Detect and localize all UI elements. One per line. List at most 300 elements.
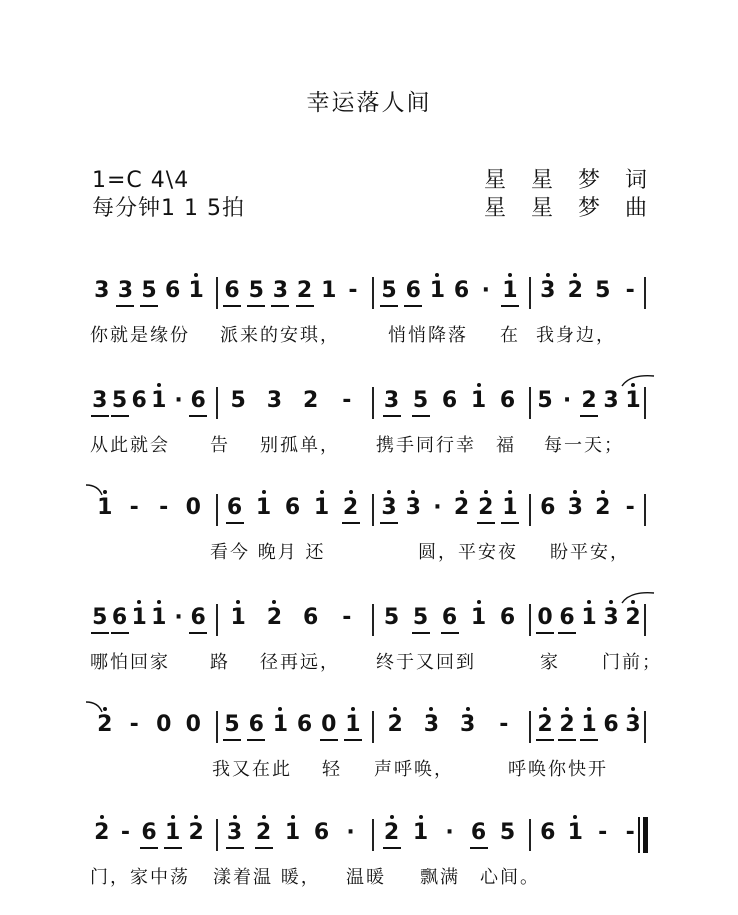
eighth-underline bbox=[344, 739, 362, 741]
note: · bbox=[174, 605, 183, 630]
measure bbox=[375, 273, 528, 313]
high-octave-dot bbox=[419, 815, 423, 819]
note: 3 bbox=[603, 605, 619, 630]
eighth-underline bbox=[477, 522, 495, 524]
barline bbox=[372, 604, 374, 636]
note: - bbox=[499, 712, 509, 737]
high-octave-dot bbox=[573, 490, 577, 494]
high-octave-dot bbox=[609, 600, 613, 604]
high-octave-dot bbox=[291, 815, 295, 819]
high-octave-dot bbox=[233, 815, 237, 819]
high-octave-dot bbox=[543, 707, 547, 711]
high-octave-dot bbox=[393, 707, 397, 711]
eighth-underline bbox=[501, 522, 519, 524]
notation-line bbox=[88, 383, 652, 429]
note: 6 bbox=[499, 605, 516, 630]
note: 3 bbox=[266, 388, 283, 413]
barline bbox=[529, 277, 531, 309]
eighth-underline bbox=[91, 415, 109, 417]
note: 1 bbox=[313, 495, 330, 520]
note: 2 bbox=[595, 495, 611, 520]
eighth-underline bbox=[536, 739, 554, 741]
note: 5 bbox=[595, 278, 611, 303]
eighth-underline bbox=[226, 522, 244, 524]
measure bbox=[532, 273, 650, 313]
eighth-underline bbox=[189, 632, 207, 634]
note: 2 bbox=[97, 712, 113, 737]
note: 1 bbox=[470, 388, 487, 413]
measure bbox=[88, 273, 214, 313]
note: 6 bbox=[296, 712, 313, 737]
barline bbox=[216, 494, 218, 526]
note: 6 bbox=[131, 388, 147, 413]
barline bbox=[372, 387, 374, 419]
tie-arc bbox=[84, 699, 104, 718]
note: - bbox=[342, 605, 352, 630]
note: 1 bbox=[151, 388, 167, 413]
measure bbox=[375, 600, 528, 640]
measure bbox=[88, 707, 214, 747]
lyric-text: 告 bbox=[210, 435, 230, 456]
note: 5 bbox=[537, 388, 553, 413]
high-octave-dot bbox=[587, 707, 591, 711]
measure bbox=[375, 383, 528, 423]
measure bbox=[218, 490, 371, 530]
note: - bbox=[129, 495, 139, 520]
eighth-underline bbox=[383, 415, 401, 417]
tie-arc bbox=[620, 590, 656, 609]
note: 2 bbox=[94, 820, 110, 845]
measure bbox=[375, 707, 528, 747]
high-octave-dot bbox=[387, 490, 391, 494]
note: 1 bbox=[164, 820, 181, 845]
note: 2 bbox=[383, 820, 400, 845]
note: 1 bbox=[188, 278, 204, 303]
note: 1 bbox=[581, 605, 597, 630]
note: 1 bbox=[230, 605, 246, 630]
tie-arc bbox=[620, 373, 656, 392]
note: 1 bbox=[625, 388, 641, 413]
lyric-text: 别孤单， bbox=[260, 435, 340, 456]
eighth-underline bbox=[140, 847, 158, 849]
high-octave-dot bbox=[171, 815, 175, 819]
eighth-underline bbox=[380, 522, 398, 524]
notation-line bbox=[88, 490, 652, 536]
note: 1 bbox=[284, 820, 301, 845]
note: 5 bbox=[381, 278, 397, 303]
high-octave-dot bbox=[546, 273, 550, 277]
measure bbox=[532, 707, 650, 747]
note: 3 bbox=[92, 388, 108, 413]
eighth-underline bbox=[470, 847, 488, 849]
eighth-underline bbox=[111, 415, 129, 417]
lyrics-line bbox=[88, 861, 652, 889]
note: - bbox=[342, 388, 352, 413]
note: · bbox=[346, 820, 355, 845]
barline bbox=[644, 277, 646, 309]
note: 6 bbox=[111, 605, 128, 630]
note: 3 bbox=[383, 388, 400, 413]
barline bbox=[644, 711, 646, 743]
note: 6 bbox=[313, 820, 330, 845]
eighth-underline bbox=[558, 739, 576, 741]
high-octave-dot bbox=[508, 490, 512, 494]
note: 0 bbox=[156, 712, 172, 737]
notation-line bbox=[88, 600, 652, 646]
high-octave-dot bbox=[194, 273, 198, 277]
barline bbox=[529, 604, 531, 636]
note: 1 bbox=[131, 605, 147, 630]
lyric-text: 声呼唤， bbox=[374, 759, 454, 780]
note: 1 bbox=[97, 495, 113, 520]
high-octave-dot bbox=[573, 273, 577, 277]
measure bbox=[88, 815, 214, 855]
eighth-underline bbox=[116, 305, 134, 307]
eighth-underline bbox=[164, 847, 182, 849]
note: 6 bbox=[226, 495, 243, 520]
lyric-text: 圆，平安夜 bbox=[418, 542, 518, 563]
eighth-underline bbox=[247, 305, 265, 307]
music-system bbox=[88, 273, 652, 373]
note: 5 bbox=[383, 605, 400, 630]
lyric-text: 呼唤你快开 bbox=[508, 759, 608, 780]
note: 5 bbox=[499, 820, 516, 845]
note: 0 bbox=[185, 712, 201, 737]
note: 2 bbox=[188, 820, 204, 845]
note: 2 bbox=[581, 388, 597, 413]
notation-line bbox=[88, 707, 652, 753]
note: · bbox=[433, 495, 442, 520]
music-system bbox=[88, 815, 652, 915]
tie-arc bbox=[84, 482, 104, 501]
note: 6 bbox=[284, 495, 301, 520]
note: 5 bbox=[412, 605, 429, 630]
eighth-underline bbox=[580, 415, 598, 417]
key-time-signature: 1=C 4\4 bbox=[92, 168, 190, 193]
lyric-text: 携手同行幸 bbox=[376, 435, 476, 456]
barline bbox=[372, 277, 374, 309]
note: 6 bbox=[470, 820, 487, 845]
lyrics-line bbox=[88, 753, 652, 781]
note: · bbox=[562, 388, 572, 413]
note: 6 bbox=[405, 278, 421, 303]
high-octave-dot bbox=[390, 815, 394, 819]
barline bbox=[372, 819, 374, 851]
lyrics-line bbox=[88, 646, 662, 674]
measure bbox=[218, 273, 371, 313]
lyric-text: 家 bbox=[540, 652, 560, 673]
note: 2 bbox=[296, 278, 313, 303]
note: 2 bbox=[478, 495, 494, 520]
barline bbox=[372, 711, 374, 743]
lyric-text: 从此就会 bbox=[90, 435, 170, 456]
measure bbox=[532, 490, 650, 530]
high-octave-dot bbox=[587, 600, 591, 604]
high-octave-dot bbox=[100, 815, 104, 819]
high-octave-dot bbox=[429, 707, 433, 711]
note: 3 bbox=[94, 278, 110, 303]
song-title: 幸运落人间 bbox=[306, 90, 432, 116]
lyric-text: 飘满 bbox=[420, 867, 460, 888]
eighth-underline bbox=[404, 305, 422, 307]
note: - bbox=[625, 278, 635, 303]
note: 1 bbox=[502, 278, 518, 303]
high-octave-dot bbox=[137, 600, 141, 604]
high-octave-dot bbox=[411, 490, 415, 494]
measure bbox=[375, 490, 528, 530]
eighth-underline bbox=[380, 305, 398, 307]
eighth-underline bbox=[255, 847, 273, 849]
lyric-text: 福 bbox=[496, 435, 516, 456]
note: 1 bbox=[151, 605, 167, 630]
barline bbox=[529, 494, 531, 526]
barline bbox=[216, 604, 218, 636]
eighth-underline bbox=[320, 739, 338, 741]
high-octave-dot bbox=[460, 490, 464, 494]
note: 3 bbox=[117, 278, 134, 303]
lyric-text: 门前； bbox=[602, 652, 662, 673]
high-octave-dot bbox=[262, 490, 266, 494]
note: 6 bbox=[164, 278, 181, 303]
note: 6 bbox=[302, 605, 319, 630]
high-octave-dot bbox=[477, 600, 481, 604]
note: · bbox=[481, 278, 490, 303]
note: 0 bbox=[537, 605, 553, 630]
high-octave-dot bbox=[320, 490, 324, 494]
high-octave-dot bbox=[508, 273, 512, 277]
barline bbox=[638, 817, 640, 853]
note: 6 bbox=[190, 605, 206, 630]
note: 3 bbox=[381, 495, 397, 520]
lyrics-line bbox=[88, 319, 652, 347]
note: 3 bbox=[423, 712, 440, 737]
note: - bbox=[348, 278, 358, 303]
lyric-text: 盼平安， bbox=[550, 542, 630, 563]
note: 1 bbox=[321, 278, 337, 303]
lyric-text: 心间。 bbox=[480, 867, 540, 888]
note: 0 bbox=[185, 495, 201, 520]
barline bbox=[216, 819, 218, 851]
high-octave-dot bbox=[157, 600, 161, 604]
note: 1 bbox=[345, 712, 361, 737]
composer-credit: 星 星 梦 曲 bbox=[484, 196, 656, 221]
note: 2 bbox=[302, 388, 319, 413]
eighth-underline bbox=[296, 305, 314, 307]
note: 5 bbox=[224, 712, 240, 737]
note: 6 bbox=[603, 712, 619, 737]
barline bbox=[372, 494, 374, 526]
lyric-text: 你就是缘份 bbox=[90, 325, 190, 346]
note: · bbox=[174, 388, 183, 413]
note: - bbox=[159, 495, 169, 520]
high-octave-dot bbox=[477, 383, 481, 387]
note: 2 bbox=[387, 712, 403, 737]
lyric-text: 派来的安琪， bbox=[220, 325, 340, 346]
high-octave-dot bbox=[262, 815, 266, 819]
note: 3 bbox=[625, 712, 641, 737]
lyric-text: 哪怕回家 bbox=[90, 652, 170, 673]
lyric-text: 终于又回到 bbox=[376, 652, 476, 673]
note: - bbox=[625, 820, 635, 845]
note: · bbox=[445, 820, 454, 845]
eighth-underline bbox=[189, 415, 207, 417]
measure bbox=[88, 600, 214, 640]
note: 1 bbox=[429, 278, 446, 303]
tempo-marking: 每分钟1 1 5拍 bbox=[92, 196, 245, 221]
note: 3 bbox=[603, 388, 619, 413]
note: 2 bbox=[255, 820, 272, 845]
note: 2 bbox=[537, 712, 553, 737]
lyric-text: 路 bbox=[210, 652, 230, 673]
measure bbox=[218, 383, 371, 423]
barline bbox=[529, 711, 531, 743]
high-octave-dot bbox=[349, 490, 353, 494]
measure bbox=[88, 490, 214, 530]
lyrics-line bbox=[88, 429, 652, 457]
note: 6 bbox=[190, 388, 206, 413]
high-octave-dot bbox=[466, 707, 470, 711]
note: 1 bbox=[255, 495, 272, 520]
barline bbox=[529, 819, 531, 851]
note: 2 bbox=[453, 495, 470, 520]
note: 6 bbox=[141, 820, 157, 845]
music-system bbox=[88, 707, 652, 807]
lyric-text: 看今 晚月 还 bbox=[210, 542, 326, 563]
lyric-text: 我身边， bbox=[536, 325, 616, 346]
note: 5 bbox=[92, 605, 108, 630]
high-octave-dot bbox=[565, 707, 569, 711]
note: 5 bbox=[141, 278, 157, 303]
eighth-underline bbox=[441, 632, 459, 634]
lyric-text: 每一天； bbox=[544, 435, 624, 456]
measure bbox=[218, 707, 371, 747]
eighth-underline bbox=[536, 632, 554, 634]
note: 2 bbox=[266, 605, 283, 630]
note: 5 bbox=[111, 388, 128, 413]
note: 6 bbox=[441, 605, 458, 630]
high-octave-dot bbox=[236, 600, 240, 604]
barline bbox=[216, 277, 218, 309]
lyric-text: 温暖 bbox=[346, 867, 386, 888]
note: 6 bbox=[248, 712, 264, 737]
barline bbox=[644, 494, 646, 526]
note: 1 bbox=[567, 820, 583, 845]
eighth-underline bbox=[223, 305, 241, 307]
eighth-underline bbox=[140, 305, 158, 307]
eighth-underline bbox=[91, 632, 109, 634]
high-octave-dot bbox=[157, 383, 161, 387]
measure bbox=[532, 815, 650, 855]
eighth-underline bbox=[223, 739, 241, 741]
note: - bbox=[625, 495, 635, 520]
note: 3 bbox=[567, 495, 583, 520]
note: 2 bbox=[567, 278, 583, 303]
eighth-underline bbox=[412, 632, 430, 634]
eighth-underline bbox=[501, 305, 519, 307]
note: 1 bbox=[581, 712, 597, 737]
note: 1 bbox=[272, 712, 289, 737]
note: 5 bbox=[248, 278, 264, 303]
note: 6 bbox=[540, 495, 556, 520]
notation-line bbox=[88, 815, 652, 861]
note: 3 bbox=[405, 495, 421, 520]
high-octave-dot bbox=[484, 490, 488, 494]
measure bbox=[218, 815, 371, 855]
final-barline bbox=[643, 817, 648, 853]
lyric-text: 轻 bbox=[322, 759, 342, 780]
high-octave-dot bbox=[272, 600, 276, 604]
lyric-text: 门，家中荡 bbox=[90, 867, 190, 888]
note: 6 bbox=[499, 388, 516, 413]
note: - bbox=[129, 712, 139, 737]
song-credits bbox=[484, 167, 656, 223]
note: 6 bbox=[453, 278, 470, 303]
note: 1 bbox=[412, 820, 429, 845]
note: 3 bbox=[272, 278, 289, 303]
eighth-underline bbox=[247, 739, 265, 741]
note: 3 bbox=[540, 278, 556, 303]
note: 6 bbox=[441, 388, 458, 413]
lyric-text: 在 bbox=[500, 325, 520, 346]
lyric-text: 径再远， bbox=[260, 652, 340, 673]
song-meta-left bbox=[92, 167, 245, 223]
note: 2 bbox=[559, 712, 575, 737]
note: 2 bbox=[625, 605, 641, 630]
high-octave-dot bbox=[631, 707, 635, 711]
music-system bbox=[88, 600, 662, 700]
measure bbox=[88, 383, 214, 423]
note: 2 bbox=[342, 495, 359, 520]
eighth-underline bbox=[383, 847, 401, 849]
lyric-text: 我又在此 bbox=[212, 759, 292, 780]
eighth-underline bbox=[412, 415, 430, 417]
eighth-underline bbox=[271, 305, 289, 307]
eighth-underline bbox=[342, 522, 360, 524]
music-system bbox=[88, 383, 652, 483]
note: - bbox=[598, 820, 608, 845]
note: 5 bbox=[412, 388, 429, 413]
note: 3 bbox=[459, 712, 476, 737]
note: 6 bbox=[559, 605, 575, 630]
eighth-underline bbox=[580, 739, 598, 741]
note: 6 bbox=[540, 820, 556, 845]
high-octave-dot bbox=[573, 815, 577, 819]
lyric-text: 漾着温 暖， bbox=[213, 867, 321, 888]
note: 0 bbox=[321, 712, 337, 737]
high-octave-dot bbox=[601, 490, 605, 494]
note: 1 bbox=[470, 605, 487, 630]
measure bbox=[375, 815, 528, 855]
barline bbox=[216, 711, 218, 743]
eighth-underline bbox=[558, 632, 576, 634]
high-octave-dot bbox=[435, 273, 439, 277]
high-octave-dot bbox=[278, 707, 282, 711]
music-system bbox=[88, 490, 652, 590]
eighth-underline bbox=[226, 847, 244, 849]
eighth-underline bbox=[111, 632, 129, 634]
note: 1 bbox=[502, 495, 518, 520]
note: 3 bbox=[226, 820, 243, 845]
barline bbox=[216, 387, 218, 419]
note: - bbox=[120, 820, 130, 845]
lyricist-credit: 星 星 梦 词 bbox=[484, 168, 656, 193]
lyrics-line bbox=[88, 536, 652, 564]
notation-line bbox=[88, 273, 652, 319]
note: 6 bbox=[224, 278, 240, 303]
note: 5 bbox=[230, 388, 246, 413]
measure bbox=[218, 600, 371, 640]
lyric-text: 悄悄降落 bbox=[388, 325, 468, 346]
